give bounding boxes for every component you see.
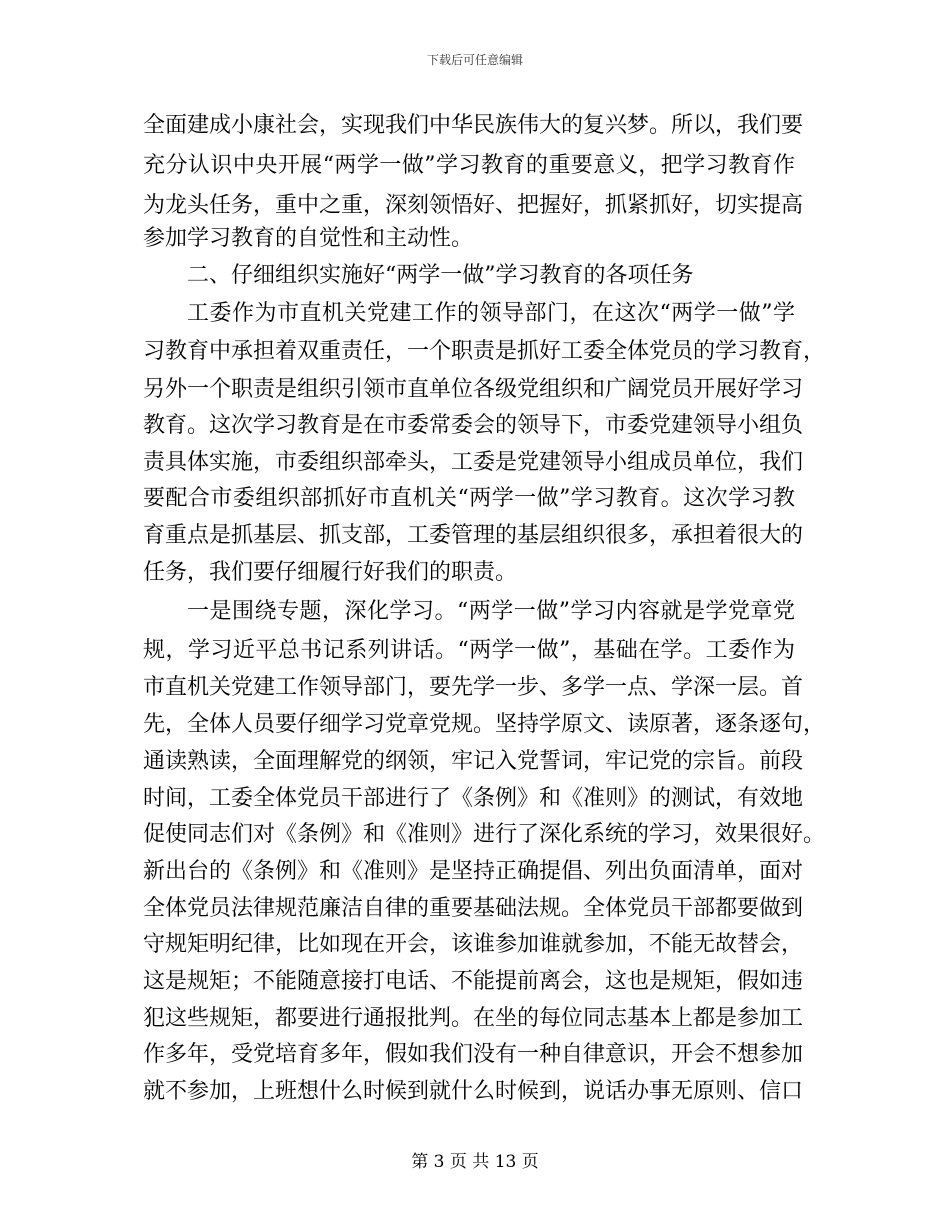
text-line-7: 习教育中承担着双重责任，一个职责是抓好工委全体党员的学习教育， <box>143 339 826 364</box>
text-line-6: 工委作为市直机关党建工作的领导部门，在这次“两学一做”学 <box>187 301 795 326</box>
text-line-19: 时间，工委全体党员干部进行了《条例》和《准则》的测试，有效地 <box>143 786 804 811</box>
text-line-2: 充分认识中央开展“两学一做”学习教育的重要意义，把学习教育作 <box>143 153 795 178</box>
text-line-23: 守规矩明纪律，比如现在开会，该谁参加谁就参加，不能无故替会， <box>143 932 804 957</box>
text-line-27: 就不参加，上班想什么时候到就什么时候到，说话办事无原则、信口 <box>143 1079 804 1104</box>
text-line-8: 另外一个职责是组织引领市直单位各级党组织和广阔党员开展好学习 <box>143 377 804 402</box>
section-heading: 二、仔细组织实施好“两学一做”学习教育的各项任务 <box>187 263 694 288</box>
page-number-footer: 第 3 页 共 13 页 <box>411 1152 539 1172</box>
text-line-22: 全体党员法律规范廉洁自律的重要基础法规。全体党员干部都要做到 <box>143 896 804 921</box>
text-line-20: 促使同志们对《条例》和《准则》进行了深化系统的学习，效果很好。 <box>143 822 826 847</box>
text-line-18: 通读熟读，全面理解党的纲领，牢记入党誓词，牢记党的宗旨。前段 <box>143 749 804 774</box>
text-line-13: 任务，我们要仔细履行好我们的职责。 <box>143 560 518 585</box>
text-line-1: 全面建成小康社会，实现我们中华民族伟大的复兴梦。所以，我们要 <box>143 113 804 138</box>
text-line-12: 育重点是抓基层、抓支部，工委管理的基层组织很多，承担着很大的 <box>143 523 804 548</box>
text-line-3: 为龙头任务，重中之重，深刻领悟好、把握好，抓紧抓好，切实提高 <box>143 193 804 218</box>
text-line-14: 一是围绕专题，深化学习。“两学一做”学习内容就是学党章党 <box>187 599 795 624</box>
text-line-21: 新出台的《条例》和《准则》是坚持正确提倡、列出负面清单，面对 <box>143 859 804 884</box>
text-line-17: 先，全体人员要仔细学习党章党规。坚持学原文、读原著，逐条逐句， <box>143 712 826 737</box>
text-line-24: 这是规矩；不能随意接打电话、不能提前离会，这也是规矩，假如违 <box>143 969 804 994</box>
text-line-26: 作多年，受党培育多年，假如我们没有一种自律意识，开会不想参加 <box>143 1042 804 1067</box>
text-line-10: 责具体实施，市委组织部牵头，工委是党建领导小组成员单位，我们 <box>143 450 804 475</box>
text-line-4: 参加学习教育的自觉性和主动性。 <box>143 226 474 251</box>
page-header-note: 下载后可任意编辑 <box>426 53 523 67</box>
text-line-9: 教育。这次学习教育是在市委常委会的领导下，市委党建领导小组负 <box>143 413 804 438</box>
text-line-16: 市直机关党建工作领导部门，要先学一步、多学一点、学深一层。首 <box>143 675 804 700</box>
text-line-11: 要配合市委组织部抓好市直机关“两学一做”学习教育。这次学习教 <box>143 486 795 511</box>
text-line-25: 犯这些规矩，都要进行通报批判。在坐的每位同志基本上都是参加工 <box>143 1006 804 1031</box>
text-line-15: 规，学习近平总书记系列讲话。“两学一做”，基础在学。工委作为 <box>143 638 795 663</box>
